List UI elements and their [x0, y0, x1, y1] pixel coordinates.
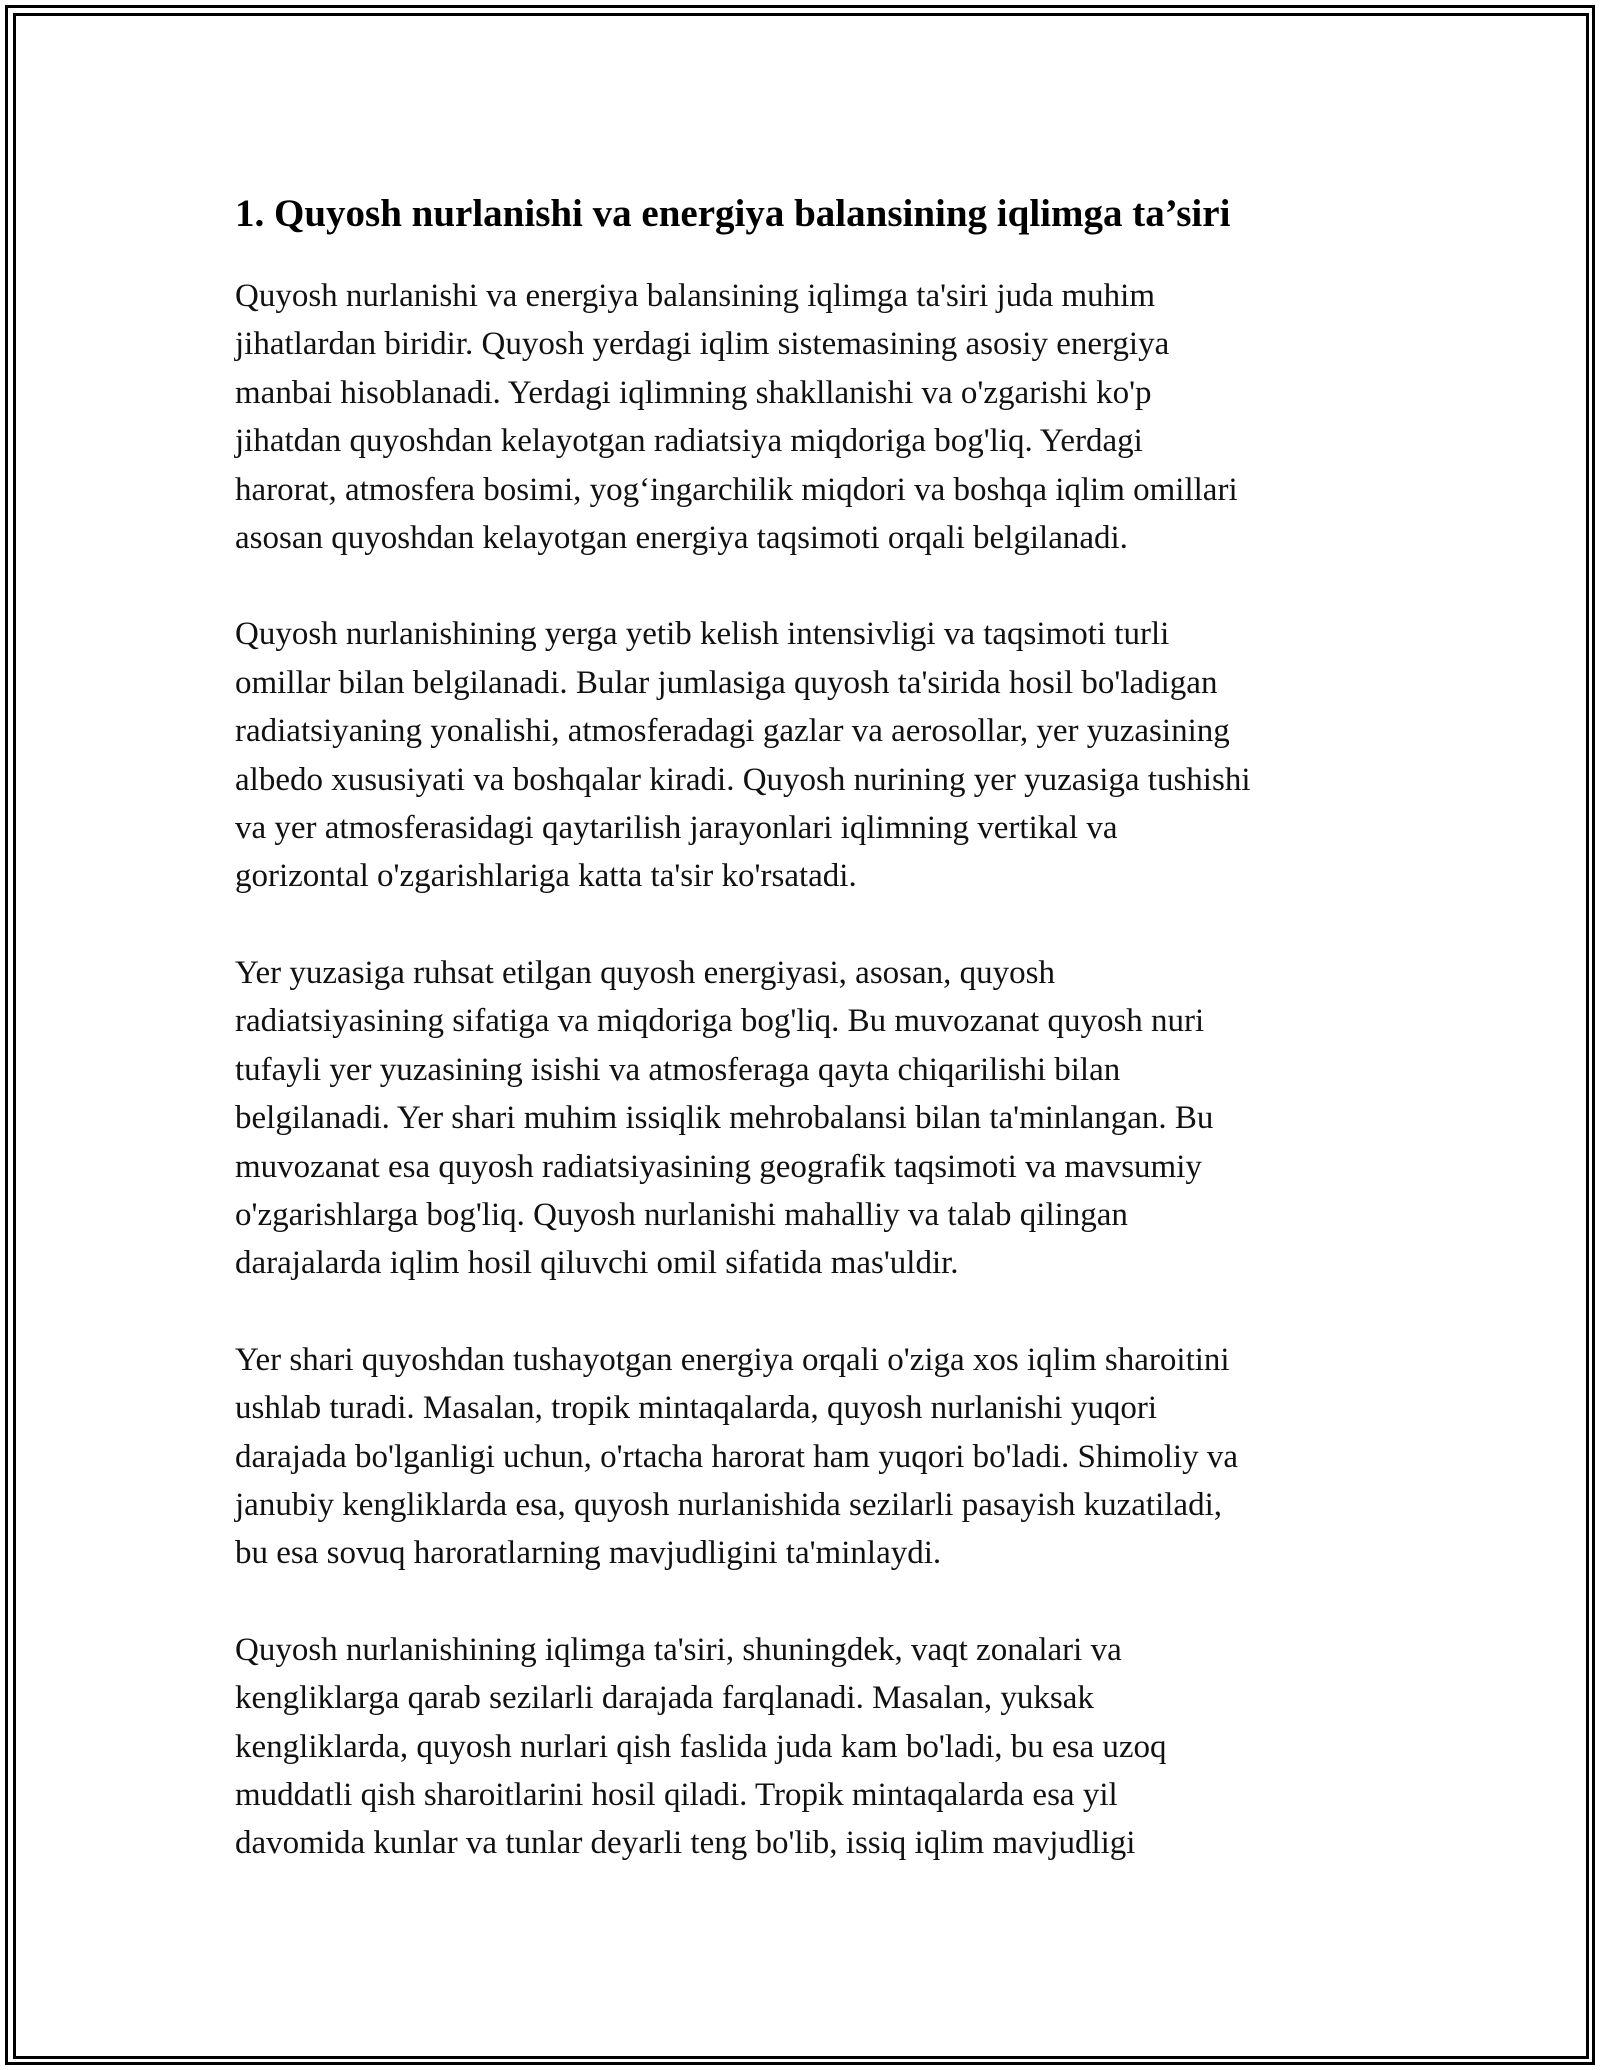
- text-line: radiatsiyasining sifatiga va miqdoriga bog'liq. Bu muvozanat quyosh nuri: [235, 1003, 1205, 1040]
- text-line: jihatlardan biridir. Quyosh yerdagi iqlim sistemasining asosiy energiya: [235, 326, 1170, 363]
- text-line: gorizontal o'zgarishlariga katta ta'sir ko'rsatadi.: [235, 858, 857, 895]
- text-line: Yer shari quyoshdan tushayotgan energiya orqali o'ziga xos iqlim sharoitini: [235, 1341, 1230, 1378]
- text-line: kengliklarga qarab sezilarli darajada farqlanadi. Masalan, yuksak: [235, 1680, 1094, 1717]
- text-line: Quyosh nurlanishining yerga yetib kelish intensivligi va taqsimoti turli: [235, 616, 1170, 653]
- text-line: omillar bilan belgilanadi. Bular jumlasiga quyosh ta'sirida hosil bo'ladigan: [235, 664, 1218, 701]
- text-line: Yer yuzasiga ruhsat etilgan quyosh energiyasi, asosan, quyosh: [235, 954, 1055, 991]
- text-line: bu esa sovuq haroratlarning mavjudligini ta'minlaydi.: [235, 1535, 942, 1572]
- paragraph-1: [235, 272, 1365, 562]
- text-line: darajalarda iqlim hosil qiluvchi omil sifatida mas'uldir.: [235, 1245, 959, 1282]
- text-line: darajada bo'lganligi uchun, o'rtacha harorat ham yuqori bo'ladi. Shimoliy va: [235, 1438, 1238, 1475]
- text-line: jihatdan quyoshdan kelayotgan radiatsiya miqdoriga bog'liq. Yerdagi: [235, 423, 1143, 460]
- document-body: [235, 188, 1365, 1916]
- text-line: ushlab turadi. Masalan, tropik mintaqalarda, quyosh nurlanishi yuqori: [235, 1390, 1157, 1427]
- paragraph-5: [235, 1626, 1365, 1868]
- text-line: Quyosh nurlanishi va energiya balansining iqlimga ta'siri juda muhim: [235, 278, 1156, 314]
- text-line: kengliklarda, quyosh nurlari qish faslida juda kam bo'ladi, bu esa uzoq: [235, 1728, 1167, 1765]
- paragraph-3: [235, 949, 1365, 1288]
- paragraph-4: [235, 1336, 1365, 1578]
- text-line: muvozanat esa quyosh radiatsiyasining geografik taqsimoti va mavsumiy: [235, 1148, 1202, 1185]
- text-line: va yer atmosferasidagi qaytarilish jarayonlari iqlimning vertikal va: [235, 810, 1118, 847]
- text-line: albedo xususiyati va boshqalar kiradi. Quyosh nurining yer yuzasiga tushishi: [235, 761, 1251, 798]
- text-line: o'zgarishlarga bog'liq. Quyosh nurlanishi mahalliy va talab qilingan: [235, 1196, 1128, 1233]
- text-line: davomida kunlar va tunlar deyarli teng bo'lib, issiq iqlim mavjudligi: [235, 1825, 1136, 1862]
- text-line: radiatsiyaning yonalishi, atmosferadagi gazlar va aerosollar, yer yuzasining: [235, 713, 1230, 750]
- text-line: belgilanadi. Yer shari muhim issiqlik mehrobalansi bilan ta'minlangan. Bu: [235, 1100, 1214, 1137]
- section-heading: 1. Quyosh nurlanishi va energiya balansining iqlimga ta’siri: [235, 192, 1231, 235]
- text-line: muddatli qish sharoitlarini hosil qiladi. Tropik mintaqalarda esa yil: [235, 1776, 1118, 1813]
- paragraph-2: [235, 610, 1365, 900]
- text-line: manbai hisoblanadi. Yerdagi iqlimning shakllanishi va o'zgarishi ko'p: [235, 374, 1152, 411]
- text-line: tufayli yer yuzasining isishi va atmosferaga qayta chiqarilishi bilan: [235, 1051, 1121, 1088]
- text-line: asosan quyoshdan kelayotgan energiya taqsimoti orqali belgilanadi.: [235, 520, 1128, 557]
- text-line: janubiy kengliklarda esa, quyosh nurlanishida sezilarli pasayish kuzatiladi,: [235, 1486, 1222, 1523]
- text-line: Quyosh nurlanishining iqlimga ta'siri, shuningdek, vaqt zonalari va: [235, 1631, 1122, 1668]
- text-line: harorat, atmosfera bosimi, yog‘ingarchilik miqdori va boshqa iqlim omillari: [235, 471, 1238, 508]
